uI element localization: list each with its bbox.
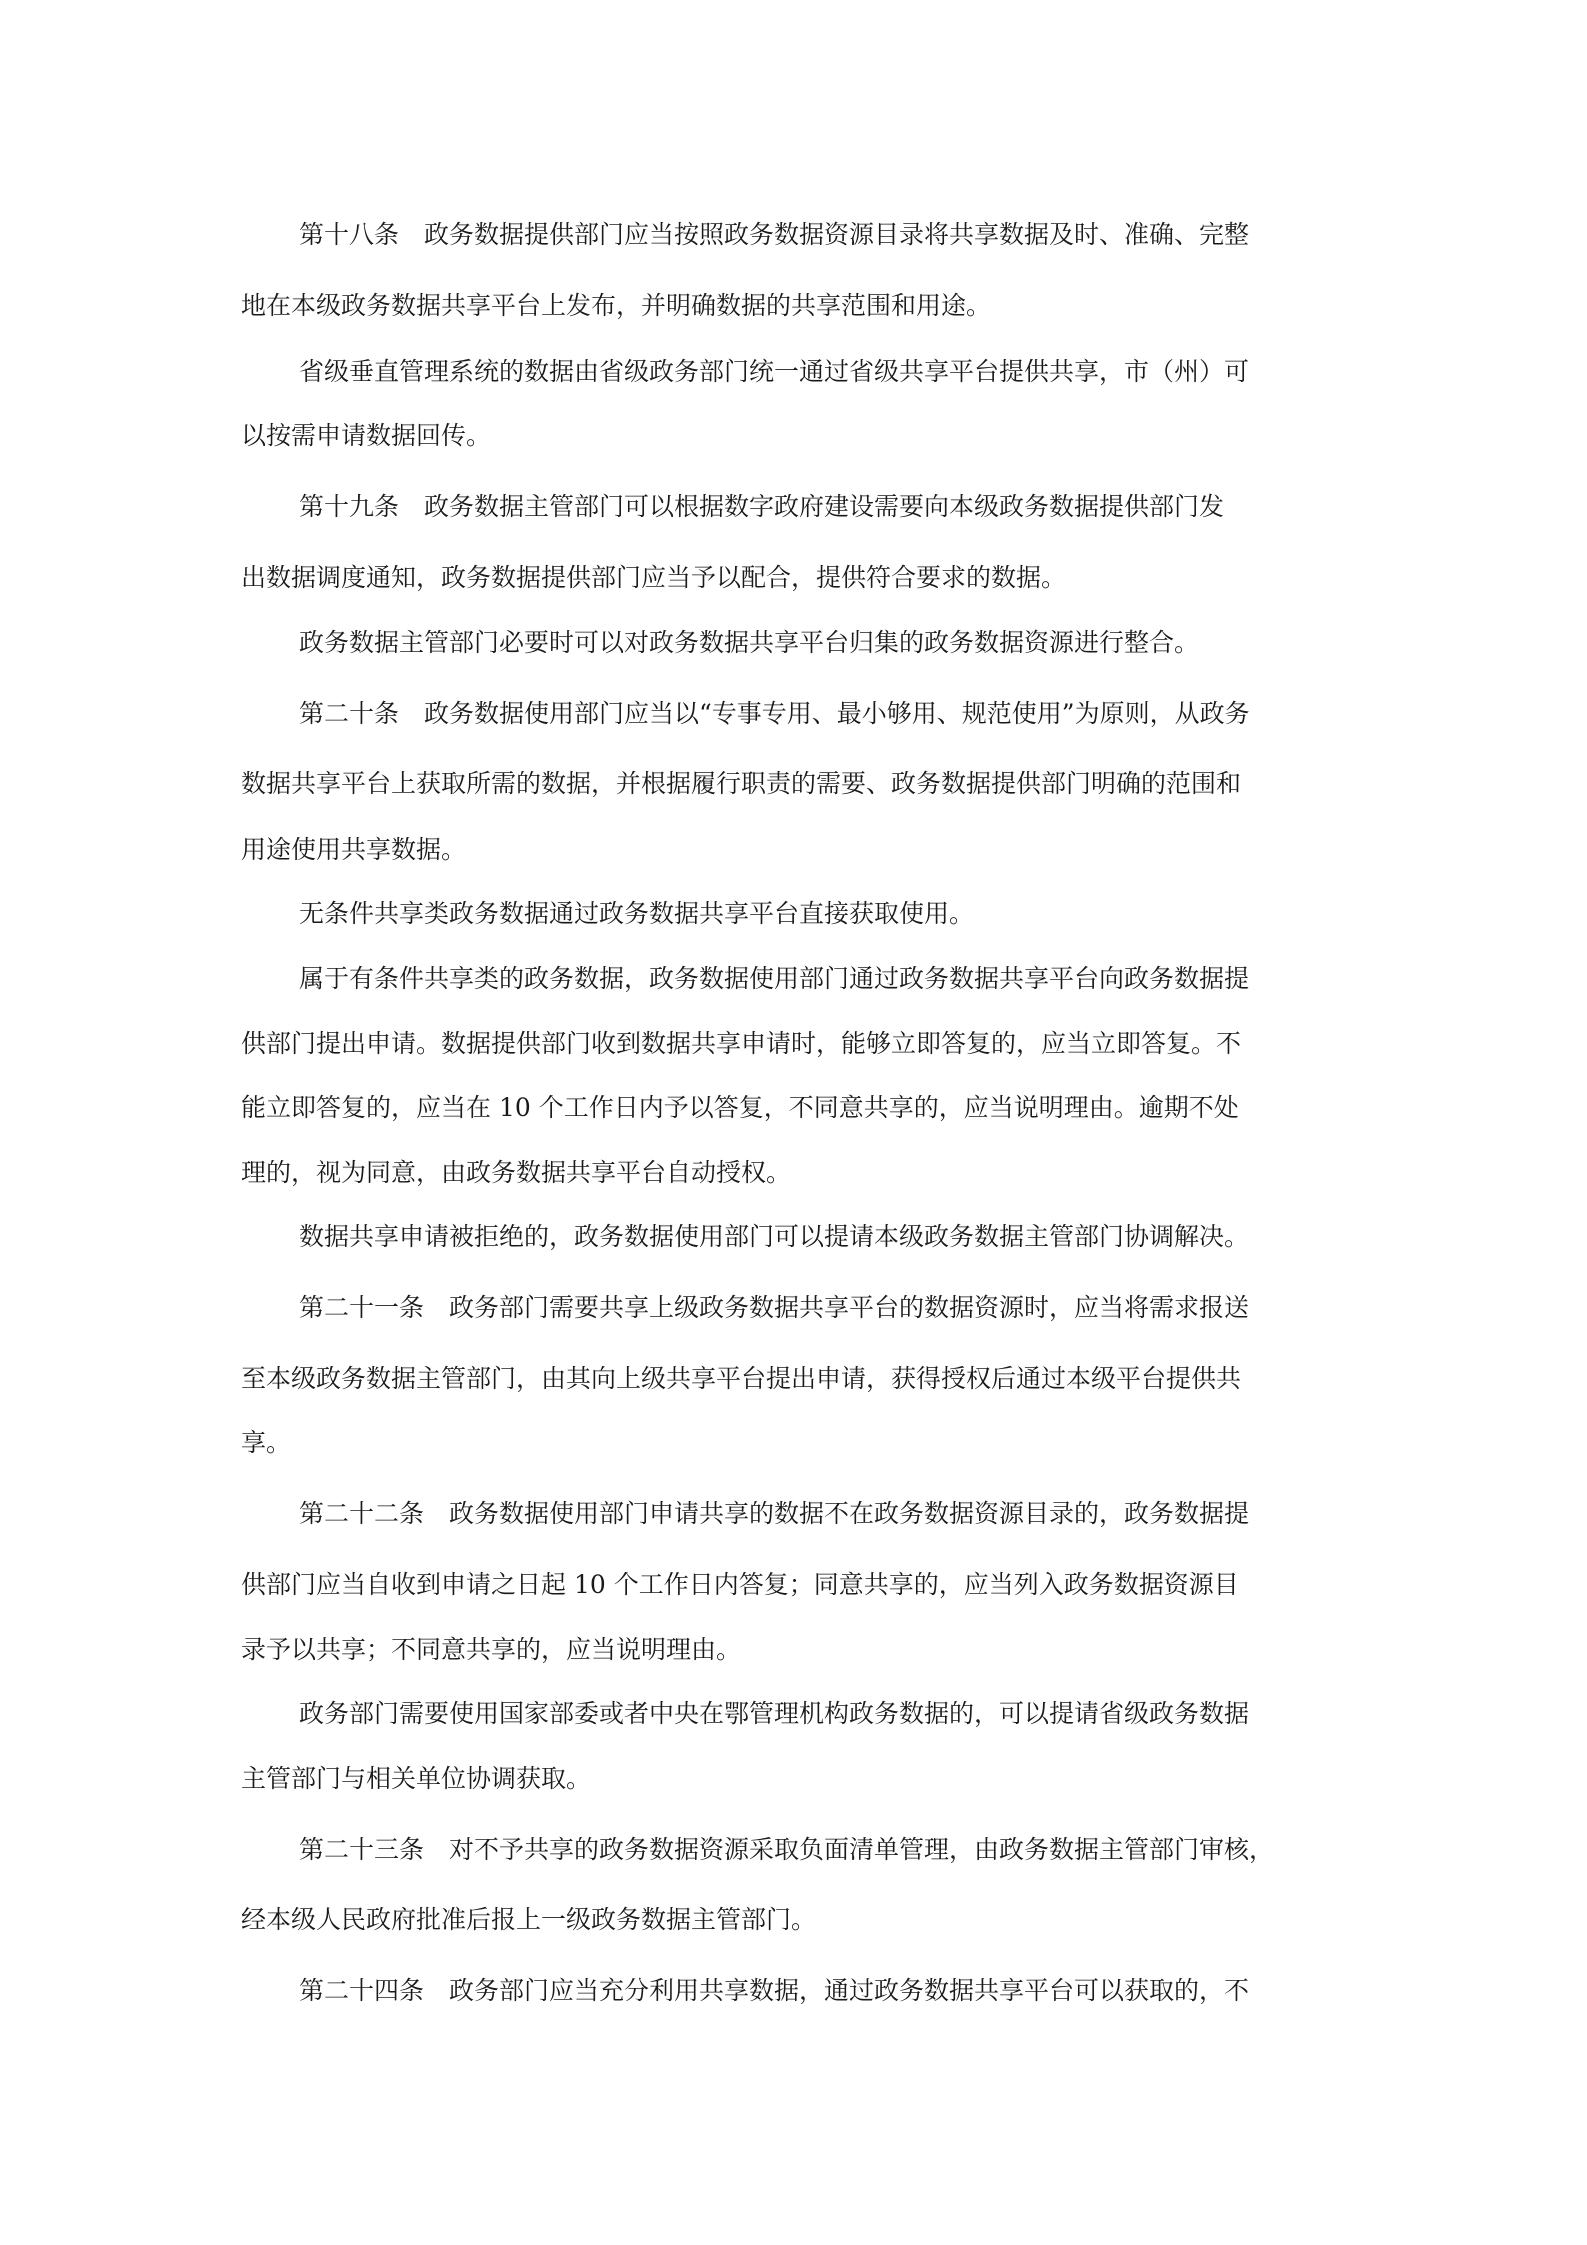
- text-line: 能立即答复的，应当在 10 个工作日内予以答复，不同意共享的，应当说明理由。逾期不处: [241, 1093, 1239, 1122]
- text-line: 录予以共享；不同意共享的，应当说明理由。: [241, 1635, 742, 1664]
- paragraph-line: 属于有条件共享类的政务数据，政务数据使用部门通过政务数据共享平台向政务数据提: [299, 964, 1250, 993]
- article-21-heading-line: 第二十一条 政务部门需要共享上级政务数据共享平台的数据资源时，应当将需求报送: [299, 1293, 1250, 1322]
- paragraph-line: 政务数据主管部门必要时可以对政务数据共享平台归集的政务数据资源进行整合。: [299, 628, 1200, 657]
- text-line: 享。: [241, 1428, 292, 1457]
- article-24-heading-line: 第二十四条 政务部门应当充分利用共享数据，通过政务数据共享平台可以获取的，不: [299, 1976, 1250, 2005]
- paragraph-line: 省级垂直管理系统的数据由省级政务部门统一通过省级共享平台提供共享，市（州）可: [299, 357, 1250, 386]
- paragraph-line: 政务部门需要使用国家部委或者中央在鄂管理机构政务数据的，可以提请省级政务数据: [299, 1699, 1250, 1728]
- text-line: 地在本级政务数据共享平台上发布，并明确数据的共享范围和用途。: [241, 291, 992, 320]
- text-line: 理的，视为同意，由政务数据共享平台自动授权。: [241, 1158, 792, 1187]
- text-line: 用途使用共享数据。: [241, 835, 467, 864]
- text-line: 出数据调度通知，政务数据提供部门应当予以配合，提供符合要求的数据。: [241, 563, 1067, 592]
- text-line: 至本级政务数据主管部门，由其向上级共享平台提出申请，获得授权后通过本级平台提供共: [241, 1364, 1242, 1393]
- text-line: 数据共享平台上获取所需的数据，并根据履行职责的需要、政务数据提供部门明确的范围和: [241, 769, 1242, 798]
- text-line: 主管部门与相关单位协调获取。: [241, 1764, 592, 1793]
- article-19-heading-line: 第十九条 政务数据主管部门可以根据数字政府建设需要向本级政务数据提供部门发: [299, 492, 1225, 521]
- text-line: 供部门应当自收到申请之日起 10 个工作日内答复；同意共享的，应当列入政务数据资源目: [241, 1570, 1239, 1599]
- text-line: 以按需申请数据回传。: [241, 421, 492, 450]
- text-line: 供部门提出申请。数据提供部门收到数据共享申请时，能够立即答复的，应当立即答复。不: [241, 1029, 1242, 1058]
- article-23-heading-line: 第二十三条 对不予共享的政务数据资源采取负面清单管理，由政务数据主管部门审核，: [299, 1835, 1275, 1864]
- text-line: 经本级人民政府批准后报上一级政务数据主管部门。: [241, 1905, 817, 1934]
- paragraph-line: 数据共享申请被拒绝的，政务数据使用部门可以提请本级政务数据主管部门协调解决。: [299, 1222, 1250, 1251]
- paragraph-line: 无条件共享类政务数据通过政务数据共享平台直接获取使用。: [299, 899, 975, 928]
- article-18-heading-line: 第十八条 政务数据提供部门应当按照政务数据资源目录将共享数据及时、准确、完整: [299, 220, 1250, 249]
- article-20-heading-line: 第二十条 政务数据使用部门应当以“专事专用、最小够用、规范使用”为原则，从政务: [299, 699, 1250, 728]
- article-22-heading-line: 第二十二条 政务数据使用部门申请共享的数据不在政务数据资源目录的，政务数据提: [299, 1499, 1250, 1528]
